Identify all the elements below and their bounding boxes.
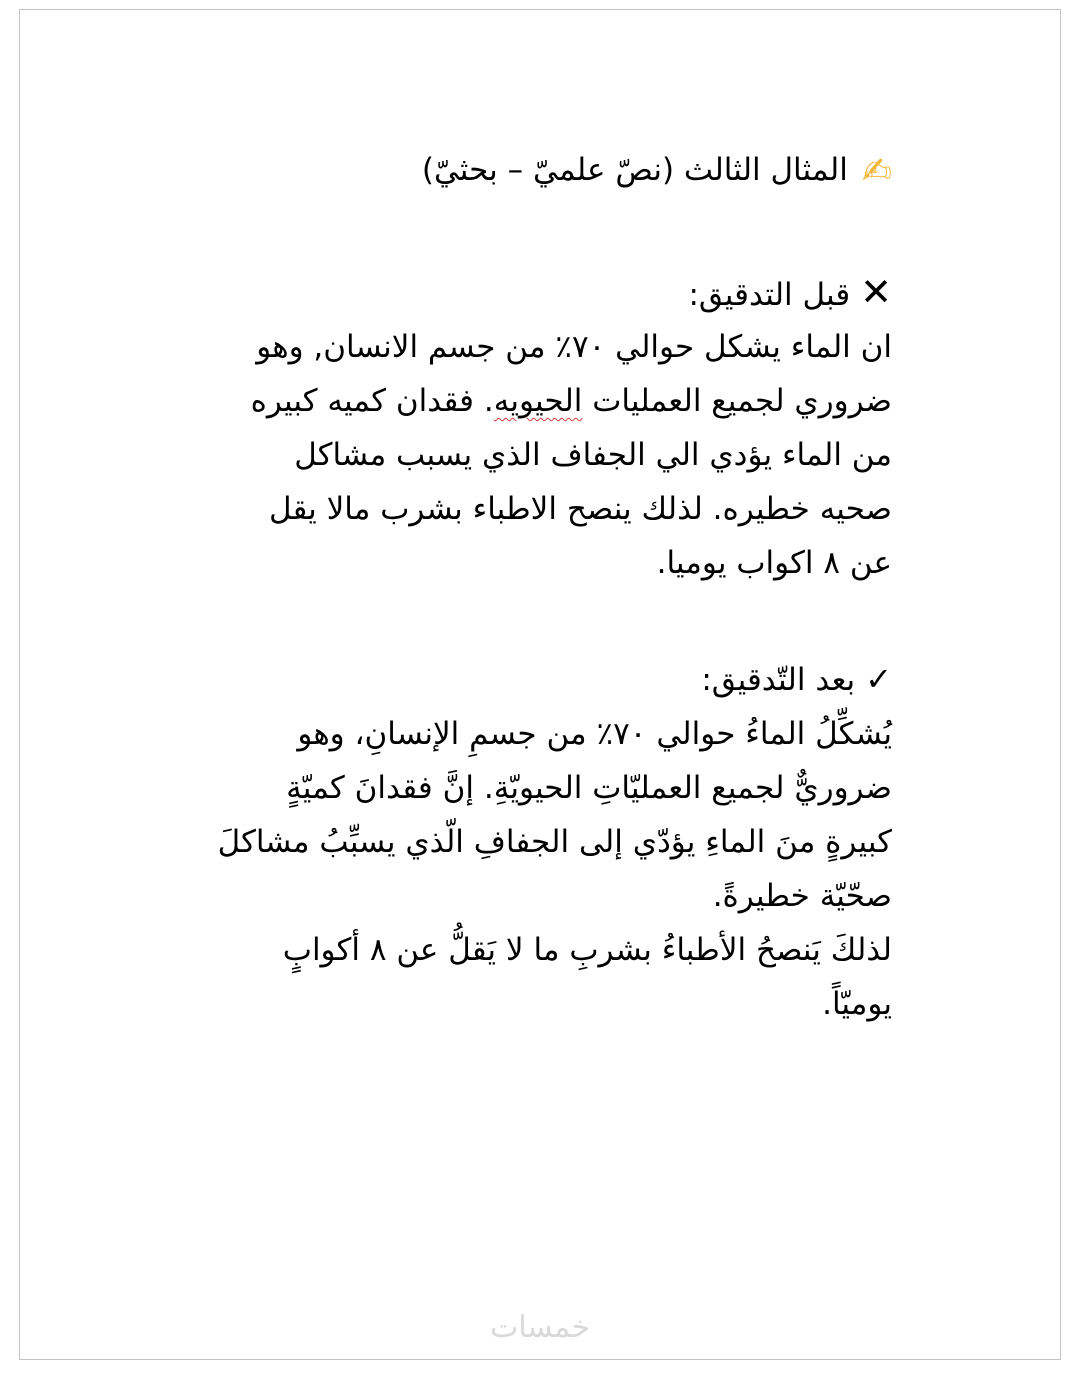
- before-line: من الماء يؤدي الي الجفاف الذي يسبب مشاكل: [294, 437, 892, 473]
- example-title-text: المثال الثالث (نصّ علميّ – بحثيّ): [421, 152, 848, 188]
- document-page: [19, 9, 1061, 1360]
- writing-hand-icon: ✍: [861, 150, 892, 192]
- example-title: [422, 145, 892, 197]
- before-heading: [688, 268, 892, 319]
- spellcheck-flagged-word: الحيويه: [493, 383, 583, 419]
- before-line: ان الماء يشكل حوالي ٧٠٪ من جسم الانسان, وهو: [256, 329, 892, 365]
- watermark: خمسات: [489, 1310, 591, 1345]
- before-line: صحيه خطيره. لذلك ينصح الاطباء بشرب مالا يقل: [268, 491, 892, 527]
- after-line: يُشكِّلُ الماءُ حوالي ٧٠٪ من جسمِ الإنسانِ، وهو: [297, 716, 892, 752]
- after-paragraph: [162, 707, 892, 1031]
- before-paragraph: [162, 320, 892, 590]
- after-line: كبيرةٍ منَ الماءِ يؤدّي إلى الجفافِ الّذي يسبِّبُ مشاكلَ: [217, 824, 892, 860]
- after-heading: [701, 655, 892, 704]
- after-heading-text: بعد التّدقيق:: [701, 662, 856, 698]
- before-line: عن ٨ اكواب يوميا.: [656, 545, 892, 581]
- cross-mark-icon: ✕: [860, 270, 892, 314]
- before-line: ضروري لجميع العمليات الحيويه. فقدان كميه كبيره: [250, 383, 892, 419]
- check-mark-icon: ✓: [865, 660, 892, 698]
- before-heading-text: قبل التدقيق:: [688, 277, 851, 313]
- after-line: لذلكَ يَنصحُ الأطباءُ بشربِ ما لا يَقلُّ عن ٨ أكوابٍ: [282, 932, 892, 968]
- after-line: يوميّاً.: [822, 986, 892, 1022]
- after-line: صحّيّة خطيرةً.: [712, 878, 892, 914]
- after-line: ضروريٌّ لجميع العمليّاتِ الحيويّةِ. إنَّ فقدانَ كميّةٍ: [286, 770, 892, 806]
